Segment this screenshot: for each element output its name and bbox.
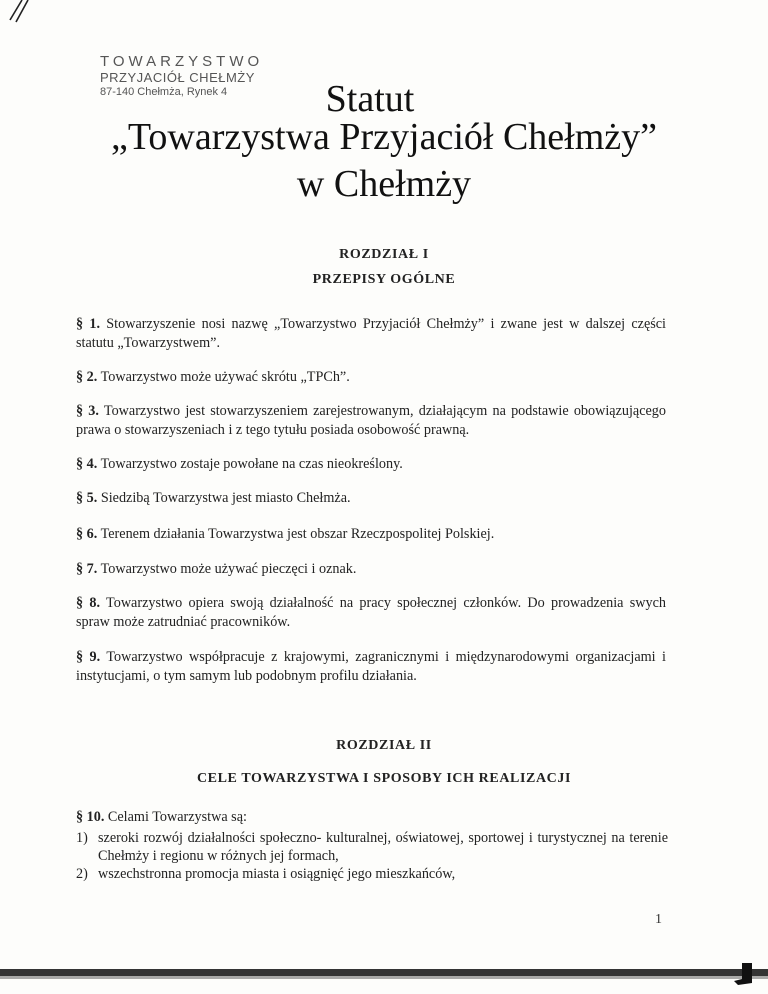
list-item — [76, 865, 668, 883]
paragraph-8 — [76, 594, 666, 632]
paragraph-3 — [76, 402, 666, 440]
paragraph-1 — [76, 315, 666, 353]
paragraph-text: Siedzibą Towarzystwa jest miasto Chełmża. — [100, 490, 351, 506]
paragraph-text: Towarzystwo może używać skrótu „TPCh”. — [100, 369, 350, 385]
paragraph-text: Stowarzyszenie nosi nazwę „Towarzystwo Przyjaciół Chełmży” i zwane jest w dalszej części statutu „Towarzystwem”. — [76, 316, 667, 351]
title-line-2: „Towarzystwa Przyjaciół Chełmży” — [110, 116, 658, 158]
paragraph-text: Towarzystwo współpracuje z krajowymi, zagranicznymi i międzynarodowymi organizacjami i instytucjami, o tym samym lub podobnym profilu działania. — [76, 649, 666, 684]
paragraph-text: Terenem działania Towarzystwa jest obszar Rzeczpospolitej Polskiej. — [100, 526, 495, 542]
stamp-line-3: 87-140 Chełmża, Rynek 4 — [100, 86, 228, 98]
paragraph-mark: § 8. — [76, 595, 101, 611]
paragraph-mark: § 6. — [76, 526, 98, 542]
paragraph-text: Celami Towarzystwa są: — [107, 809, 247, 825]
paragraph-mark: § 4. — [76, 456, 98, 472]
paragraph-10 — [76, 808, 666, 827]
paragraph-mark: § 3. — [76, 403, 99, 419]
paragraph-text: Towarzystwo może używać pieczęci i oznak. — [100, 561, 357, 577]
page-number: 1 — [655, 912, 662, 927]
chapter-2-heading: ROZDZIAŁ II — [336, 738, 432, 753]
title-line-1: Statut — [325, 78, 415, 120]
chapter-1-heading: ROZDZIAŁ I — [339, 247, 429, 262]
paragraph-mark: § 5. — [76, 490, 98, 506]
paragraph-9 — [76, 648, 666, 686]
list-item-text: szeroki rozwój działalności społeczno- kulturalnej, oświatowej, sportowej i turystycznej na terenie Chełmży i regionu w różnych jej formach, — [98, 830, 668, 864]
stamp-line-1: TOWARZYSTWO — [100, 53, 264, 70]
paragraph-4 — [76, 455, 666, 474]
stamp-line-2: PRZYJACIÓŁ CHEŁMŻY — [100, 70, 255, 85]
paragraph-mark: § 1. — [76, 316, 101, 332]
list-item-text: wszechstronna promocja miasta i osiągnięć jego mieszkańców, — [98, 866, 456, 882]
handwritten-slash-mark — [0, 0, 40, 40]
paragraph-7 — [76, 560, 666, 579]
title-line-3: w Chełmży — [296, 163, 472, 205]
paragraph-6 — [76, 525, 666, 544]
paragraph-mark: § 2. — [76, 369, 98, 385]
list-item-number: 1) — [76, 830, 88, 846]
scan-edge-artifact — [0, 963, 768, 993]
list-item-number: 2) — [76, 866, 88, 882]
paragraph-mark: § 9. — [76, 649, 101, 665]
paragraph-text: Towarzystwo jest stowarzyszeniem zarejestrowanym, działającym na podstawie obowiązującego prawa o stowarzyszeniach i z tego tytułu posiada osobowość prawną. — [76, 403, 666, 438]
paragraph-text: Towarzystwo zostaje powołane na czas nieokreślony. — [100, 456, 403, 472]
paragraph-5 — [76, 489, 666, 508]
paragraph-mark: § 7. — [76, 561, 98, 577]
paragraph-text: Towarzystwo opiera swoją działalność na pracy społecznej członków. Do prowadzenia swych spraw może zatrudniać pracowników. — [76, 595, 667, 630]
paragraph-2 — [76, 368, 666, 387]
list-item — [76, 829, 668, 865]
goals-list — [76, 829, 668, 883]
paragraph-mark: § 10. — [76, 809, 105, 825]
chapter-1-subheading: PRZEPISY OGÓLNE — [312, 272, 456, 287]
chapter-2-subheading: CELE TOWARZYSTWA I SPOSOBY ICH REALIZACJI — [196, 771, 572, 786]
